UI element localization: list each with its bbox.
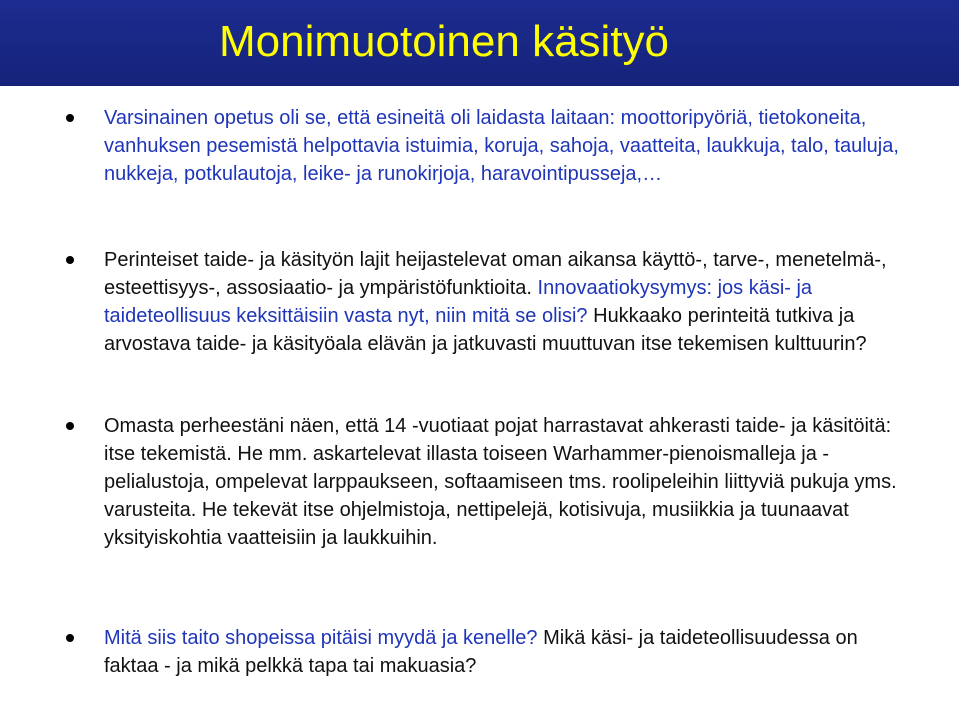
- bullet-item: [104, 624, 904, 680]
- bullet-text: Hukkaako perinteitä tutkiva ja arvostava taide- ja käsityöala elävän ja jatkuvasti muuttuvan itse tekemisen kulttuurin?: [104, 305, 867, 355]
- bullet-dot-icon: [66, 114, 74, 122]
- bullet-item: [104, 246, 904, 358]
- title-band: [0, 0, 959, 86]
- bullet-dot-icon: [66, 422, 74, 430]
- bullet-text: Omasta perheestäni näen, että 14 -vuotiaat pojat harrastavat ahkerasti taide- ja käsitöitä: itse tekemistä. He mm. askartelevat illasta toiseen Warhammer-pienoismalleja ja -pelialustoja, ompelevat larppaukseen, softaamiseen tms. roolipeleihin liittyviä pukuja yms. varusteita. He tekevät itse ohjelmistoja, nettipelejä, kotisivuja, musiikkia ja tuunaavat yksityiskohtia vaatteisiin ja laukkuihin.: [104, 415, 897, 549]
- bullet-item: [104, 104, 904, 188]
- bullet-text: Mikä käsi- ja taideteollisuudessa on faktaa - ja mikä pelkkä tapa tai makuasia?: [104, 627, 858, 677]
- bullet-dot-icon: [66, 634, 74, 642]
- bullet-text-highlight: Innovaatiokysymys: jos käsi- ja taideteollisuus keksittäisiin vasta nyt, niin mitä se olisi?: [104, 277, 813, 327]
- bullet-item: [104, 412, 904, 552]
- page-title: Monimuotoinen käsityö: [219, 17, 670, 66]
- bullet-text-highlight: Mitä siis taito shopeissa pitäisi myydä ja kenelle?: [104, 627, 538, 649]
- bullet-text: Varsinainen opetus oli se, että esineitä oli laidasta laitaan: moottoripyöriä, tietokoneita, vanhuksen pesemistä helpottavia istuimia, koruja, sahoja, vaatteita, laukkuja, talo, tauluja, nukkeja, potkulautoja, leike- ja runokirjoja, haravointipusseja,…: [104, 107, 899, 185]
- bullet-dot-icon: [66, 256, 74, 264]
- bullet-text: Perinteiset taide- ja käsityön lajit heijastelevat oman aikansa käyttö-, tarve-, menetelmä-, esteettisyys-, assosiaatio- ja ympäristöfunktioita.: [104, 249, 887, 299]
